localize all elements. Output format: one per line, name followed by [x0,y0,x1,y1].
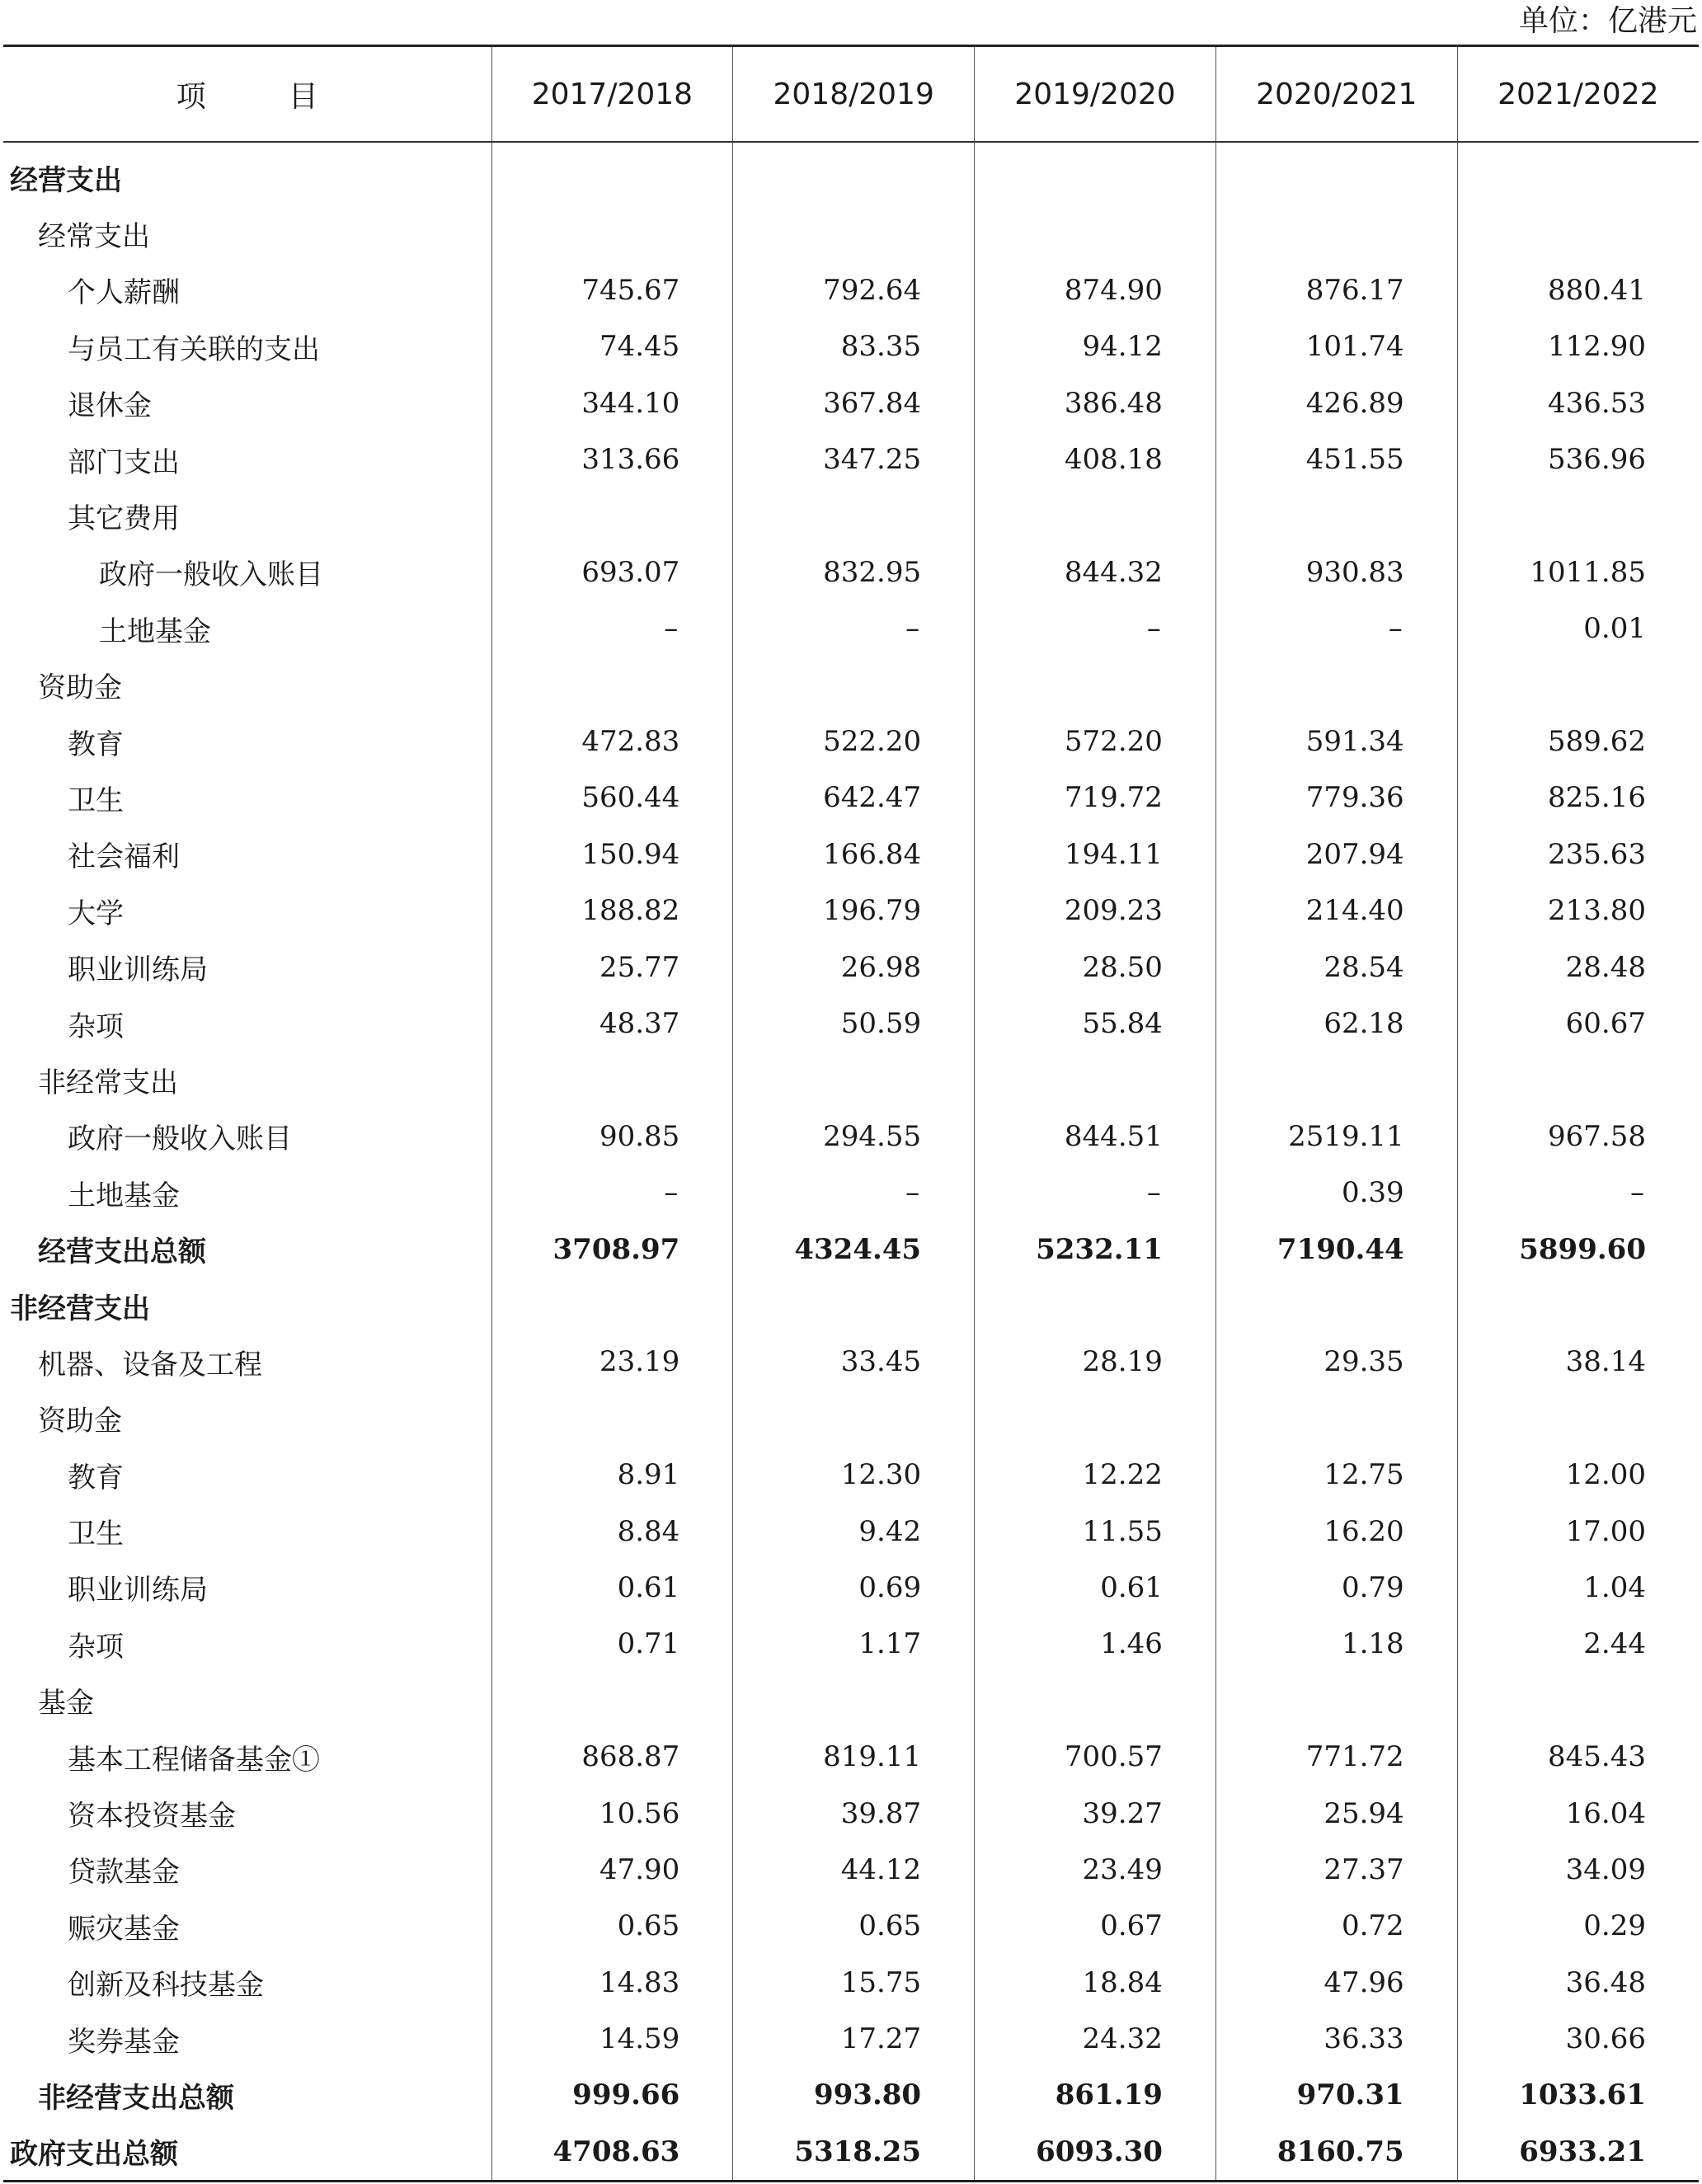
table-row [3,1898,1699,1954]
value-cell: 17.27 [733,2011,975,2067]
value-cell [1215,205,1457,261]
value-cell: 36.48 [1457,1955,1699,2011]
value-cell [1457,657,1699,713]
value-cell: 12.30 [733,1447,975,1503]
value-cell [733,1673,975,1729]
value-cell: 6933.21 [1457,2124,1699,2182]
value-cell: 993.80 [733,2067,975,2123]
table-body [3,142,1699,2182]
value-cell: 27.37 [1215,1842,1457,1898]
row-label: 卫生 [68,1518,124,1551]
value-cell: 16.20 [1215,1503,1457,1559]
table-row [3,1955,1699,2011]
row-label: 基金 [38,1687,94,1720]
value-cell: 294.55 [733,1108,975,1165]
value-cell: 347.25 [733,431,975,487]
table-row [3,1616,1699,1672]
value-cell [733,1278,975,1334]
value-cell: 28.50 [975,939,1216,995]
row-label: 职业训练局 [68,1574,208,1607]
row-label: 杂项 [68,1010,124,1043]
row-label: 个人薪酬 [68,276,180,310]
value-cell: 47.96 [1215,1955,1457,2011]
value-cell: 0.61 [975,1560,1216,1616]
value-cell: 819.11 [733,1729,975,1785]
value-cell: 23.19 [491,1334,733,1390]
year-column-header: 2021/2022 [1457,46,1699,143]
table-row [3,142,1699,205]
value-cell [491,142,733,205]
header-row [3,46,1699,143]
row-label: 经营支出 [10,163,122,197]
value-cell: – [491,600,733,657]
value-cell: 8.91 [491,1447,733,1503]
table-row [3,205,1699,261]
value-cell: 970.31 [1215,2067,1457,2123]
value-cell: 1011.85 [1457,544,1699,600]
value-cell: 34.09 [1457,1842,1699,1898]
table-row [3,1221,1699,1277]
value-cell: 39.87 [733,1785,975,1841]
value-cell [1457,1278,1699,1334]
value-cell: – [1457,1165,1699,1221]
table-row [3,431,1699,487]
value-cell: 560.44 [491,770,733,826]
value-cell: 74.45 [491,318,733,374]
value-cell: – [733,1165,975,1221]
value-cell: 367.84 [733,375,975,431]
value-cell: – [491,1165,733,1221]
table-row [3,262,1699,318]
value-cell: 719.72 [975,770,1216,826]
item-header-char-2: 目 [288,79,318,114]
value-cell: 90.85 [491,1108,733,1165]
value-cell: 214.40 [1215,883,1457,939]
value-cell: 4324.45 [733,1221,975,1277]
value-cell [975,1052,1216,1108]
value-cell: 861.19 [975,2067,1216,2123]
value-cell: 845.43 [1457,1729,1699,1785]
value-cell: 47.90 [491,1842,733,1898]
value-cell [491,657,733,713]
value-cell [491,487,733,544]
table-row [3,375,1699,431]
table-row [3,939,1699,995]
value-cell [1215,1673,1457,1729]
value-cell: 874.90 [975,262,1216,318]
value-cell [733,1391,975,1447]
row-label: 土地基金 [68,1179,180,1212]
value-cell [1457,487,1699,544]
value-cell: 62.18 [1215,996,1457,1052]
value-cell: 17.00 [1457,1503,1699,1559]
value-cell [975,205,1216,261]
value-cell [975,487,1216,544]
value-cell: 8160.75 [1215,2124,1457,2182]
table-row [3,770,1699,826]
value-cell [733,205,975,261]
table-row [3,1503,1699,1559]
value-cell: 0.65 [733,1898,975,1954]
value-cell: 1.04 [1457,1560,1699,1616]
value-cell: 16.04 [1457,1785,1699,1841]
row-label: 土地基金 [99,614,211,648]
value-cell: 5899.60 [1457,1221,1699,1277]
value-cell: 60.67 [1457,996,1699,1052]
table-row [3,1165,1699,1221]
value-cell: 700.57 [975,1729,1216,1785]
value-cell: 876.17 [1215,262,1457,318]
value-cell: 83.35 [733,318,975,374]
year-column-header: 2018/2019 [733,46,975,143]
value-cell: 868.87 [491,1729,733,1785]
year-column-header: 2020/2021 [1215,46,1457,143]
value-cell [1215,487,1457,544]
row-label: 基本工程储备基金① [68,1743,320,1777]
value-cell: 15.75 [733,1955,975,2011]
value-cell: 28.48 [1457,939,1699,995]
row-label: 资助金 [38,671,122,705]
value-cell: 8.84 [491,1503,733,1559]
table-header [3,46,1699,143]
value-cell: 18.84 [975,1955,1216,2011]
value-cell [1457,1052,1699,1108]
row-label: 大学 [68,897,124,930]
row-label: 政府一般收入账目 [68,1123,292,1156]
table-row [3,1729,1699,1785]
value-cell: – [975,600,1216,657]
table-row [3,1391,1699,1447]
row-label: 经营支出总额 [38,1236,206,1269]
value-cell: 5232.11 [975,1221,1216,1277]
value-cell: 28.54 [1215,939,1457,995]
value-cell: 0.39 [1215,1165,1457,1221]
table-row [3,713,1699,770]
value-cell [1457,1673,1699,1729]
value-cell: 44.12 [733,1842,975,1898]
row-label: 奖券基金 [68,2025,180,2059]
value-cell: 589.62 [1457,713,1699,770]
value-cell: 844.32 [975,544,1216,600]
table-row [3,1334,1699,1390]
value-cell [975,142,1216,205]
value-cell: 207.94 [1215,826,1457,883]
row-label: 社会福利 [68,840,180,874]
value-cell [1457,142,1699,205]
row-label: 其它费用 [68,502,180,536]
value-cell: 25.77 [491,939,733,995]
table-row [3,657,1699,713]
value-cell: 1.46 [975,1616,1216,1672]
row-label: 经常支出 [38,220,150,254]
table-row [3,2011,1699,2067]
row-label: 职业训练局 [68,953,208,987]
value-cell: 94.12 [975,318,1216,374]
row-label: 非经常支出 [38,1066,178,1099]
row-label: 政府支出总额 [10,2138,178,2172]
value-cell: 426.89 [1215,375,1457,431]
unit-label: 单位：亿港元 [1518,4,1697,38]
value-cell: 0.72 [1215,1898,1457,1954]
value-cell [733,1052,975,1108]
table-row [3,318,1699,374]
value-cell: 792.64 [733,262,975,318]
table-row [3,1052,1699,1108]
value-cell: 386.48 [975,375,1216,431]
value-cell [733,657,975,713]
value-cell: 591.34 [1215,713,1457,770]
value-cell: 0.01 [1457,600,1699,657]
year-column-header: 2017/2018 [491,46,733,143]
value-cell [1215,142,1457,205]
value-cell: 1033.61 [1457,2067,1699,2123]
value-cell: 12.75 [1215,1447,1457,1503]
value-cell: 0.61 [491,1560,733,1616]
value-cell: 4708.63 [491,2124,733,2182]
value-cell: 188.82 [491,883,733,939]
value-cell: 693.07 [491,544,733,600]
table-row [3,1447,1699,1503]
value-cell [491,1278,733,1334]
table-row [3,1673,1699,1729]
value-cell: 166.84 [733,826,975,883]
value-cell: 24.32 [975,2011,1216,2067]
value-cell: 38.14 [1457,1334,1699,1390]
value-cell [1215,1391,1457,1447]
row-label: 教育 [68,1461,124,1494]
value-cell: 29.35 [1215,1334,1457,1390]
table-row [3,2067,1699,2123]
value-cell [1457,205,1699,261]
row-label: 非经营支出 [10,1292,150,1325]
value-cell: 642.47 [733,770,975,826]
value-cell: 408.18 [975,431,1216,487]
value-cell: 825.16 [1457,770,1699,826]
value-cell: 12.22 [975,1447,1216,1503]
value-cell: 313.66 [491,431,733,487]
value-cell: 14.83 [491,1955,733,2011]
year-column-header: 2019/2020 [975,46,1216,143]
value-cell: 572.20 [975,713,1216,770]
value-cell: 930.83 [1215,544,1457,600]
item-header-char-1: 项 [176,79,206,114]
value-cell [975,657,1216,713]
value-cell: 472.83 [491,713,733,770]
value-cell [491,1052,733,1108]
row-label: 卫生 [68,784,124,817]
table-row [3,1842,1699,1898]
value-cell [1215,1278,1457,1334]
value-cell [491,1673,733,1729]
value-cell: – [1215,600,1457,657]
value-cell: 522.20 [733,713,975,770]
value-cell: 25.94 [1215,1785,1457,1841]
value-cell: 39.27 [975,1785,1216,1841]
value-cell: 745.67 [491,262,733,318]
value-cell: 12.00 [1457,1447,1699,1503]
expenditure-table [3,45,1699,2182]
value-cell: 36.33 [1215,2011,1457,2067]
value-cell: 101.74 [1215,318,1457,374]
value-cell: 11.55 [975,1503,1216,1559]
value-cell: 436.53 [1457,375,1699,431]
value-cell: 0.67 [975,1898,1216,1954]
value-cell [1215,1052,1457,1108]
value-cell: 30.66 [1457,2011,1699,2067]
value-cell: 844.51 [975,1108,1216,1165]
table-row [3,487,1699,544]
row-label: 资本投资基金 [68,1800,236,1833]
value-cell: 26.98 [733,939,975,995]
value-cell: 0.29 [1457,1898,1699,1954]
value-cell: 112.90 [1457,318,1699,374]
value-cell: 779.36 [1215,770,1457,826]
value-cell [491,1391,733,1447]
value-cell: 3708.97 [491,1221,733,1277]
value-cell: 23.49 [975,1842,1216,1898]
value-cell: 50.59 [733,996,975,1052]
item-column-header [3,46,491,143]
value-cell: 28.19 [975,1334,1216,1390]
value-cell: 832.95 [733,544,975,600]
value-cell: 0.65 [491,1898,733,1954]
value-cell [975,1673,1216,1729]
table-row [3,826,1699,883]
row-label: 机器、设备及工程 [38,1348,262,1381]
value-cell: 0.69 [733,1560,975,1616]
value-cell: 196.79 [733,883,975,939]
value-cell: 344.10 [491,375,733,431]
value-cell: 771.72 [1215,1729,1457,1785]
table-row [3,1785,1699,1841]
value-cell: 209.23 [975,883,1216,939]
value-cell: 150.94 [491,826,733,883]
row-label: 赈灾基金 [68,1912,180,1946]
value-cell: 1.17 [733,1616,975,1672]
value-cell [733,142,975,205]
table-row [3,544,1699,600]
value-cell: 194.11 [975,826,1216,883]
value-cell: 6093.30 [975,2124,1216,2182]
value-cell: 0.79 [1215,1560,1457,1616]
value-cell [975,1391,1216,1447]
table-row [3,2124,1699,2182]
value-cell: 1.18 [1215,1616,1457,1672]
value-cell: 33.45 [733,1334,975,1390]
value-cell [733,487,975,544]
value-cell [491,205,733,261]
row-label: 创新及科技基金 [68,1969,264,2003]
row-label: 杂项 [68,1630,124,1664]
value-cell: 10.56 [491,1785,733,1841]
value-cell: 7190.44 [1215,1221,1457,1277]
row-label: 资助金 [38,1405,122,1438]
row-label: 政府一般收入账目 [99,558,323,592]
value-cell [1457,1391,1699,1447]
value-cell: 0.71 [491,1616,733,1672]
row-label: 部门支出 [68,445,180,479]
value-cell: 451.55 [1215,431,1457,487]
value-cell: 14.59 [491,2011,733,2067]
value-cell: 2.44 [1457,1616,1699,1672]
value-cell: 55.84 [975,996,1216,1052]
value-cell: – [733,600,975,657]
value-cell: 235.63 [1457,826,1699,883]
row-label: 教育 [68,727,124,761]
value-cell: – [975,1165,1216,1221]
row-label: 贷款基金 [68,1856,180,1890]
value-cell: 213.80 [1457,883,1699,939]
value-cell: 999.66 [491,2067,733,2123]
value-cell: 48.37 [491,996,733,1052]
value-cell [1215,657,1457,713]
value-cell: 2519.11 [1215,1108,1457,1165]
row-label: 退休金 [68,389,152,423]
table-row [3,883,1699,939]
row-label: 非经营支出总额 [38,2081,234,2115]
value-cell: 9.42 [733,1503,975,1559]
table-row [3,600,1699,657]
value-cell [975,1278,1216,1334]
value-cell: 880.41 [1457,262,1699,318]
table-row [3,1108,1699,1165]
table-row [3,1278,1699,1334]
table-row [3,996,1699,1052]
row-label: 与员工有关联的支出 [68,332,320,366]
value-cell: 536.96 [1457,431,1699,487]
value-cell: 5318.25 [733,2124,975,2182]
table-row [3,1560,1699,1616]
value-cell: 967.58 [1457,1108,1699,1165]
